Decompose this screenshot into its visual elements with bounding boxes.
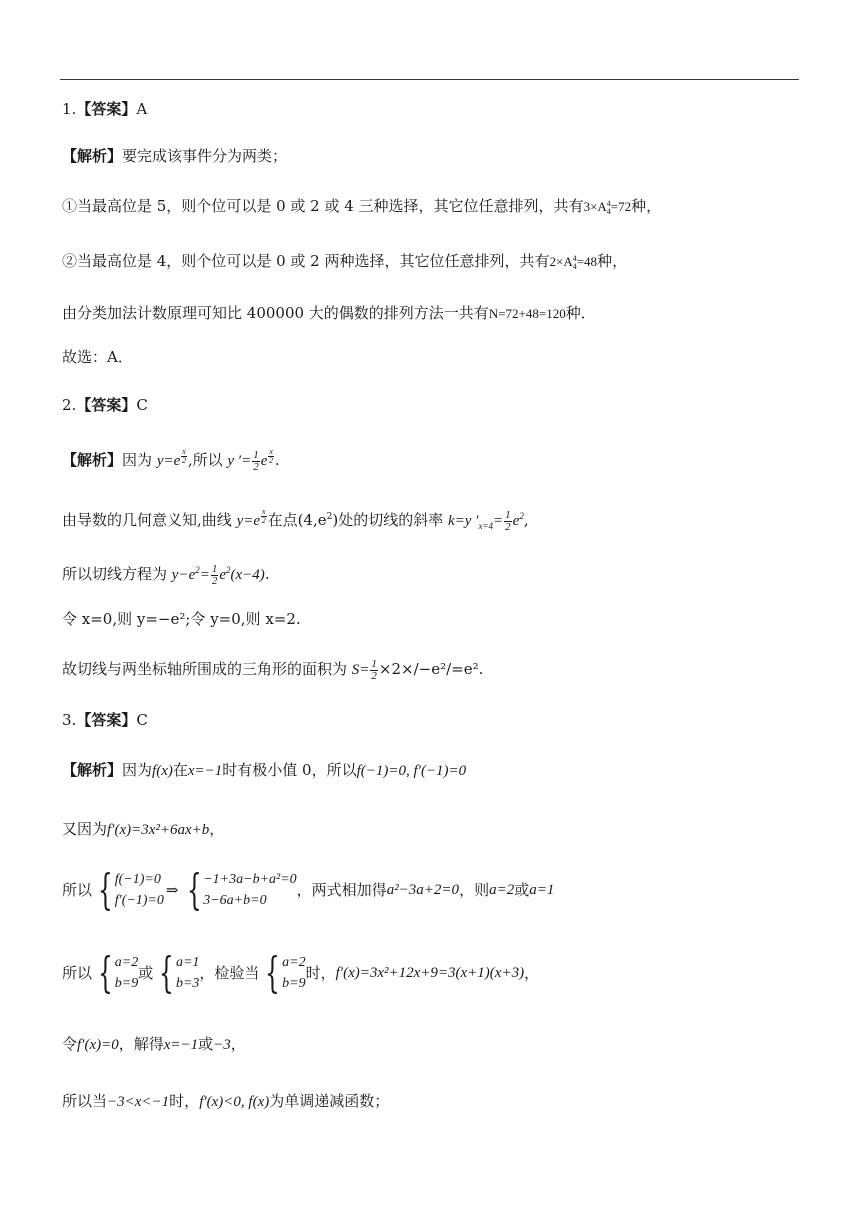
q3-answer: C [136, 711, 148, 729]
q1-case1-formula: 3×A 4 4 =72 [583, 199, 632, 217]
q3-line6: 所以当−3<x<−1时，f′(x)<0, f(x)为单调递减函数； [62, 1092, 390, 1110]
system-3: { a=2 b=9 [98, 948, 139, 997]
analysis-tag: 【解析】 [62, 147, 123, 165]
q1-case2-text: ②当最高位是 4，则个位可以是 0 或 2 两种选择，其它位任意排列，共有 [62, 252, 550, 270]
q2-line3: 所以切线方程为 $y-e^2=$ $\frac{1}{2}$ $e^2(x-4)$. [62, 563, 270, 588]
system-4: { a=1 b=3 [159, 948, 200, 997]
q1-case2-formula: 2×A 4 4 =48 [549, 254, 598, 272]
q1-case1-text: ①当最高位是 5，则个位可以是 0 或 2 或 4 三种选择，其它位任意排列，共有 [62, 197, 584, 215]
q3-line2: 又因为f′(x)=3x²+6ax+b， [62, 820, 225, 838]
q3-answer-line: 3.【答案】C [62, 711, 148, 729]
q2-slope: k=y $'_{x=4}=$ $\frac{1}{2}$ $e^2$ [447, 509, 524, 534]
header-rule [60, 79, 799, 80]
q2-tangent-equation: $y-e^2=$ $\frac{1}{2}$ $e^2(x-4)$ [171, 563, 265, 588]
q2-derivative: y ′= $\frac{1}{2}$ e $^{\frac{x}{2}}$ [227, 447, 274, 474]
q2-line5: 故切线与两坐标轴所围成的三角形的面积为 S= $\frac{1}{2}$ ×2×/−e²/=e². [62, 658, 484, 683]
q1-number: 1. [62, 100, 77, 118]
q1-answer: A [136, 100, 148, 118]
q2-line1: 【解析】因为 y=e $^{\frac{x}{2}}$ ,所以 y ′= $\frac{1}{2}$ e $^{\frac{x}{2}}$ . [62, 447, 280, 474]
q1-case1-line: ①当最高位是 5，则个位可以是 0 或 2 或 4 三种选择，其它位任意排列，共有3×A 4 4 =72种， [62, 197, 662, 217]
q1-analysis-line [62, 145, 287, 167]
q2-answer-line: 2.【答案】C [62, 396, 148, 414]
q1-sum-formula: N=72+48=120 [488, 306, 566, 321]
q3-line5: 令f′(x)=0，解得x=−1或−3， [62, 1035, 246, 1053]
q1-final-line: 故选：A． [62, 348, 133, 366]
q1-case2-line: ②当最高位是 4，则个位可以是 0 或 2 两种选择，其它位任意排列，共有2×A 4 4 =48种， [62, 252, 628, 272]
q3-line3: 所以 { f(−1)=0 f′(−1)=0 ⇒ { −1+3a−b+a²=0 3−6a+b=0 ，两式相加得 a²−3a+2=0 ，则 a=2 或 a=1 [62, 865, 555, 914]
q1-answer-line [62, 98, 147, 120]
q2-answer: C [136, 396, 148, 414]
q2-line4: 令 x=0,则 y=−e²;令 y=0,则 x=2. [62, 610, 301, 628]
q1-analysis-text: 要完成该事件分为两类； [122, 147, 288, 165]
answer-tag: 【答案】 [76, 100, 137, 118]
q3-line1: 【解析】因为f(x)在x=−1时有极小值 0，所以f(−1)=0, f′(−1)=0 [62, 761, 467, 779]
system-2: { −1+3a−b+a²=0 3−6a+b=0 [186, 865, 297, 914]
system-5: { a=2 b=9 [265, 948, 306, 997]
q1-sum-line: 由分类加法计数原理可知比 400000 大的偶数的排列方法一共有N=72+48=120种． [62, 304, 596, 322]
q2-line2: 由导数的几何意义知,曲线 y=e $^{\frac{x}{2}}$ 在点$(4,e^2)$处的切线的斜率 k=y $'_{x=4}=$ $\frac{1}{2}$ $e^2$, [62, 507, 529, 534]
q2-y-formula: y=e $^{\frac{x}{2}}$ [156, 447, 187, 469]
q3-line4: 所以 { a=2 b=9 或 { a=1 b=3 ，检验当 { a=2 b=9 时， f′(x)=3x²+12x+9=3(x+1)(x+3) ， [62, 948, 540, 997]
system-1: { f(−1)=0 f′(−1)=0 [98, 865, 164, 914]
